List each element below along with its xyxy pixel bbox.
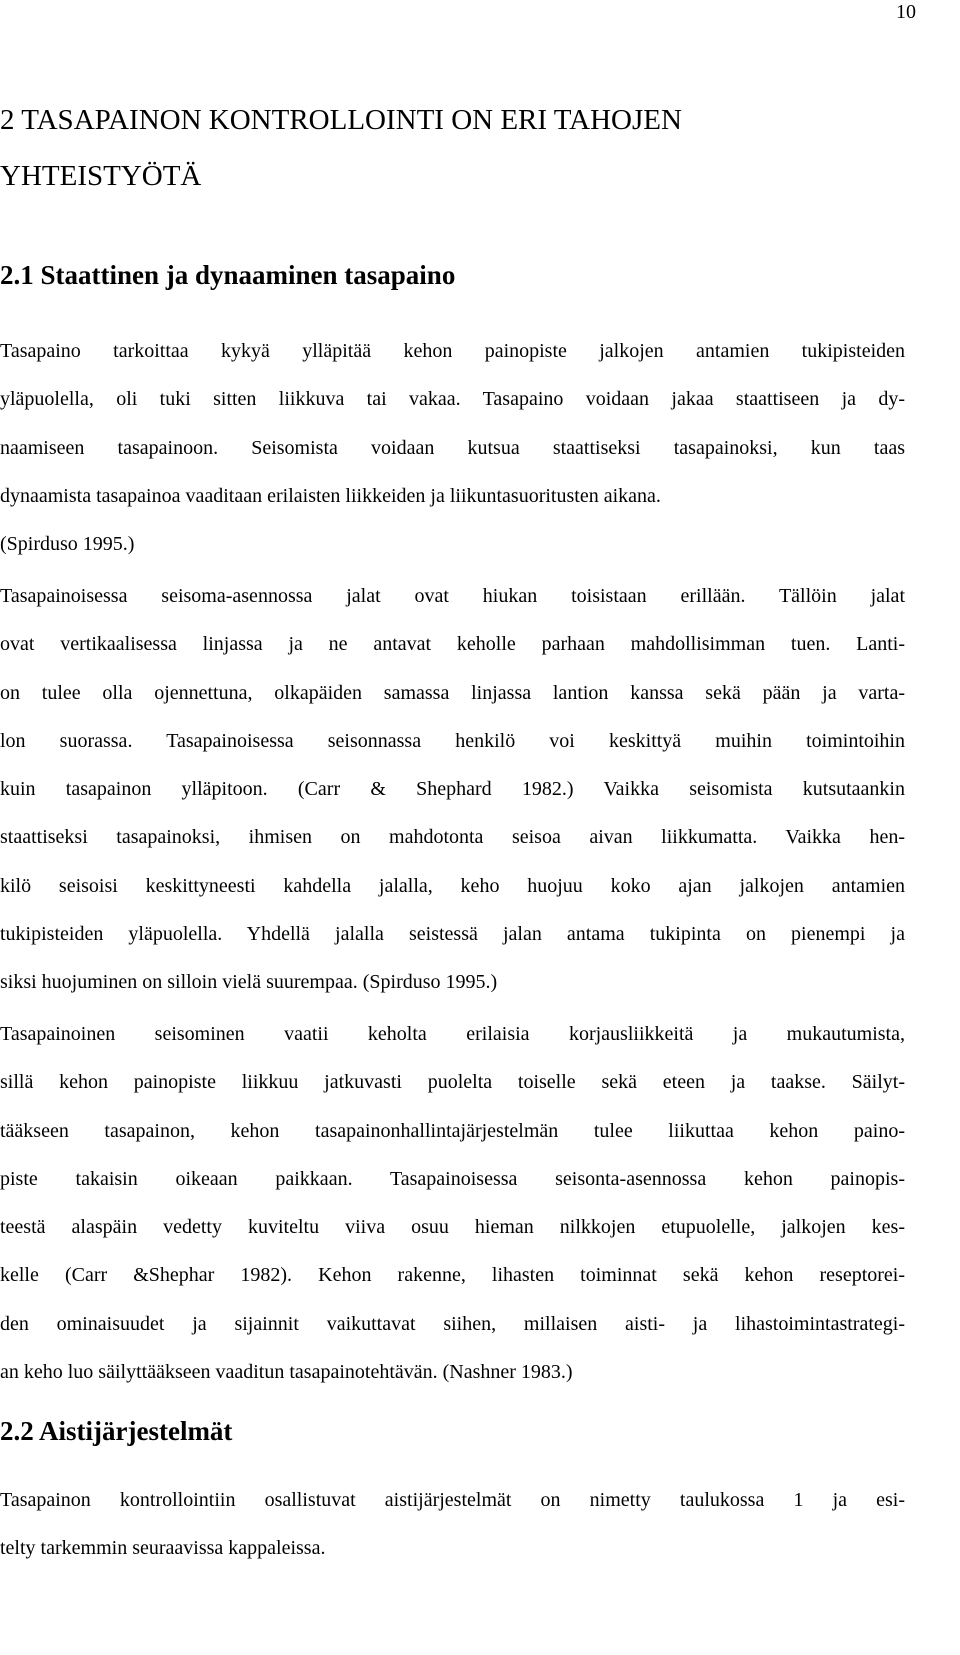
text-line: tääkseen tasapainon, kehon tasapainonhallintajärjestelmän tulee liikuttaa kehon paino- — [0, 1119, 905, 1142]
text-line: yläpuolella, oli tuki sitten liikkuva tai vakaa. Tasapaino voidaan jakaa staattiseen ja dy- — [0, 388, 905, 411]
text-line: Tasapainoinen seisominen vaatii keholta erilaisia korjausliikkeitä ja mukautumista, — [0, 1023, 905, 1045]
text-line: Tasapaino tarkoittaa kykyä ylläpitää kehon painopiste jalkojen antamien tukipisteiden — [0, 340, 905, 362]
chapter-title — [0, 92, 900, 204]
text-line: piste takaisin oikeaan paikkaan. Tasapainoisessa seisonta-asennossa kehon painopis- — [0, 1167, 905, 1190]
text-line: on tulee olla ojennettuna, olkapäiden samassa linjassa lantion kanssa sekä pään ja varta- — [0, 681, 905, 704]
chapter-title-line: YHTEISTYÖTÄ — [0, 160, 202, 192]
paragraph — [0, 1476, 905, 1573]
text-line: kelle (Carr &Shephar 1982). Kehon rakenne, lihasten toiminnat sekä kehon reseptorei- — [0, 1264, 905, 1287]
chapter-title-line: 2 TASAPAINON KONTROLLOINTI ON ERI TAHOJEN — [0, 104, 682, 136]
text-line: (Spirduso 1995.) — [0, 533, 135, 556]
text-line: naamiseen tasapainoon. Seisomista voidaan kutsua staattiseksi tasapainoksi, kun taas — [0, 436, 905, 459]
text-line: tukipisteiden yläpuolella. Yhdellä jalalla seistessä jalan antama tukipinta on pienempi ja — [0, 923, 905, 946]
text-line: teestä alaspäin vedetty kuviteltu viiva osuu hieman nilkkojen etupuolelle, jalkojen kes- — [0, 1216, 905, 1239]
text-line: telty tarkemmin seuraavissa kappaleissa. — [0, 1537, 326, 1560]
text-line: an keho luo säilyttääkseen vaaditun tasapainotehtävän. (Nashner 1983.) — [0, 1361, 573, 1384]
text-line: kuin tasapainon ylläpitoon. (Carr & Shephard 1982.) Vaikka seisomista kutsutaankin — [0, 778, 905, 801]
text-line: dynaamista tasapainoa vaaditaan erilaisten liikkeiden ja liikuntasuoritusten aikana. — [0, 484, 661, 507]
text-line: lon suorassa. Tasapainoisessa seisonnassa henkilö voi keskittyä muihin toimintoihin — [0, 729, 905, 752]
text-line: staattiseksi tasapainoksi, ihmisen on mahdotonta seisoa aivan liikkumatta. Vaikka hen- — [0, 826, 905, 849]
page-number: 10 — [896, 1, 916, 23]
paragraph — [0, 1010, 905, 1396]
text-line: Tasapainon kontrollointiin osallistuvat aistijärjestelmät on nimetty taulukossa 1 ja esi- — [0, 1489, 905, 1511]
text-line: sillä kehon painopiste liikkuu jatkuvasti puolelta toiselle sekä eteen ja taakse. Säilyt- — [0, 1071, 905, 1094]
paragraph — [0, 327, 905, 568]
paragraph — [0, 572, 905, 1007]
text-line: den ominaisuudet ja sijainnit vaikuttavat siihen, millaisen aisti- ja lihastoimintastrategi- — [0, 1312, 905, 1335]
text-line: siksi huojuminen on silloin vielä suurempaa. (Spirduso 1995.) — [0, 971, 498, 994]
text-line: ovat vertikaalisessa linjassa ja ne antavat keholle parhaan mahdollisimman tuen. Lanti- — [0, 633, 905, 656]
text-line: kilö seisoisi keskittyneesti kahdella jalalla, keho huojuu koko ajan jalkojen antamien — [0, 874, 905, 897]
section-title: 2.2 Aistijärjestelmät — [0, 1416, 233, 1446]
text-line: Tasapainoisessa seisoma-asennossa jalat ovat hiukan toisistaan erillään. Tällöin jalat — [0, 585, 905, 607]
section-title: 2.1 Staattinen ja dynaaminen tasapaino — [0, 260, 456, 290]
